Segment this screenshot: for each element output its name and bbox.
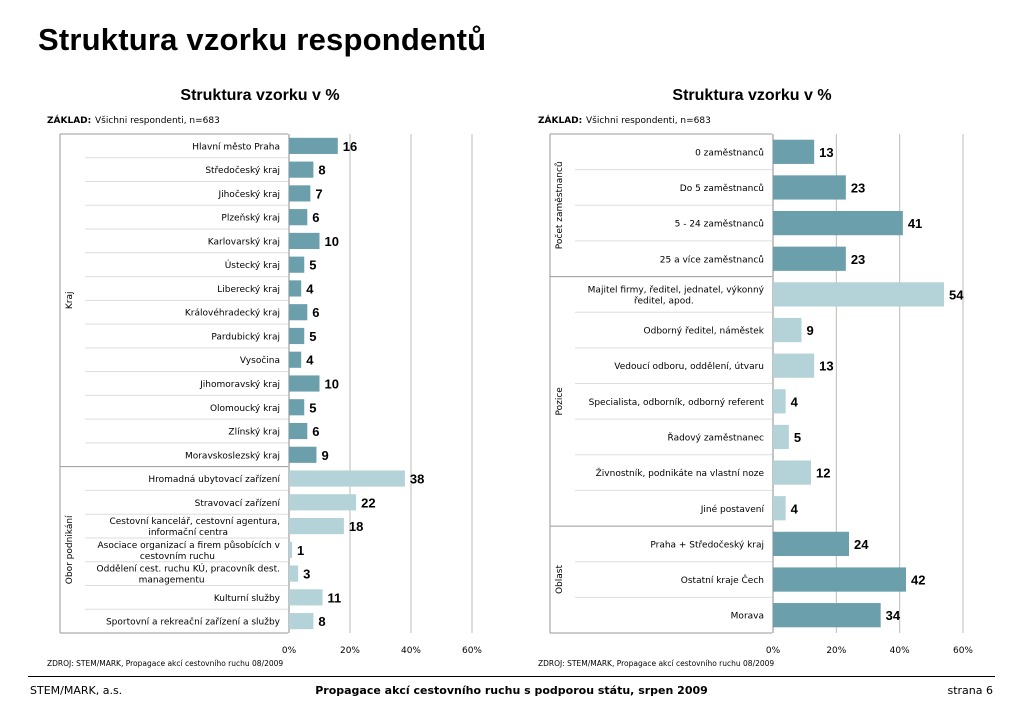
right-category-label: 25 a více zaměstnanců <box>659 255 764 266</box>
footer-caption: Propagace akcí cestovního ruchu s podporou státu, srpen 2009 <box>315 684 708 697</box>
right-group-label: Pozice <box>555 387 565 416</box>
right-category-label: Živnostník, podnikáte na vlastní noze <box>595 469 764 480</box>
left-category-label-line: Asociace organizací a firem působících v <box>97 540 280 551</box>
right-bar <box>773 603 881 627</box>
right-category-label: Ostatní kraje Čech <box>680 576 764 587</box>
right-category-label: Jiné postavení <box>700 504 764 515</box>
left-value-label: 10 <box>324 233 339 249</box>
left-value-label: 9 <box>321 447 329 463</box>
left-category-label: Ústecký kraj <box>224 261 280 272</box>
left-category-label <box>97 540 280 562</box>
left-category-label: Jihočeský kraj <box>218 189 280 200</box>
left-chart-title: Struktura vzorku v % <box>180 87 340 104</box>
left-value-label: 4 <box>306 281 314 297</box>
right-category-label: 0 zaměstnanců <box>695 148 764 159</box>
left-category-label: Olomoucký kraj <box>209 403 280 414</box>
right-bar <box>773 532 849 556</box>
left-category-label-line: cestovním ruchu <box>139 551 215 562</box>
right-value-label: 4 <box>790 394 798 410</box>
right-category-label: Do 5 zaměstnanců <box>679 183 764 194</box>
left-value-label: 38 <box>409 471 425 487</box>
left-bar <box>289 470 405 486</box>
left-category-label: Kulturní služby <box>213 593 280 604</box>
right-bar <box>773 282 944 306</box>
left-category-label: Liberecký kraj <box>217 284 280 295</box>
left-value-label: 5 <box>309 400 317 416</box>
left-value-label: 10 <box>324 376 339 392</box>
left-xtick-label: 60% <box>461 646 483 656</box>
right-base-label: ZÁKLAD: <box>538 116 583 126</box>
right-value-label: 34 <box>885 608 901 624</box>
left-category-label <box>109 517 280 538</box>
left-category-label-line: Cestovní kancelář, cestovní agentura, <box>109 517 280 528</box>
left-value-label: 5 <box>309 328 317 344</box>
left-category-label-line: Oddělení cest. ruchu KÚ, pracovník dest. <box>96 564 280 575</box>
left-category-label: Plzeňský kraj <box>221 213 280 224</box>
left-bar <box>289 399 304 415</box>
left-base-label: ZÁKLAD: <box>47 116 92 126</box>
left-value-label: 3 <box>303 566 311 582</box>
left-value-label: 6 <box>312 305 320 321</box>
right-value-label: 23 <box>850 180 866 196</box>
right-value-label: 9 <box>806 323 814 339</box>
right-value-label: 41 <box>907 216 923 232</box>
right-category-label <box>588 285 765 306</box>
left-value-label: 8 <box>318 162 326 178</box>
right-bar <box>773 318 802 342</box>
right-value-label: 54 <box>949 287 964 303</box>
left-category-label: Jihomoravský kraj <box>200 380 280 390</box>
left-bar <box>289 328 304 344</box>
right-bar <box>773 354 814 378</box>
right-category-label: Morava <box>730 611 764 622</box>
right-value-label: 4 <box>790 501 798 517</box>
left-bar <box>289 233 320 249</box>
left-bar <box>289 280 301 296</box>
left-bar <box>289 138 338 154</box>
left-category-label: Vysočina <box>239 356 280 367</box>
left-category-label: Karlovarský kraj <box>207 237 280 248</box>
left-value-label: 5 <box>309 257 317 273</box>
right-category-label: Praha + Středočeský kraj <box>650 540 764 551</box>
left-xtick-label: 40% <box>400 646 422 656</box>
left-bar <box>289 375 320 391</box>
right-base-text: Všichni respondenti, n=683 <box>586 116 711 126</box>
right-value-label: 13 <box>819 144 834 160</box>
right-group-label: Oblast <box>555 565 565 595</box>
right-category-label: Vedoucí odboru, oddělení, útvaru <box>614 362 764 373</box>
right-value-label: 13 <box>819 358 834 374</box>
left-category-label: Stravovací zařízení <box>194 498 280 509</box>
right-source-note: ZDROJ: STEM/MARK, Propagace akcí cestovního ruchu 08/2009 <box>538 659 775 668</box>
right-xtick-label: 40% <box>889 646 910 656</box>
left-value-label: 18 <box>348 519 364 535</box>
right-chart-title: Struktura vzorku v % <box>672 87 832 104</box>
right-category-label: Řadový zaměstnanec <box>667 433 764 444</box>
right-value-label: 42 <box>911 572 926 588</box>
right-bar <box>773 247 846 271</box>
right-value-label: 23 <box>850 251 866 267</box>
right-value-label: 12 <box>816 465 831 481</box>
left-source-note: ZDROJ: STEM/MARK, Propagace akcí cestovního ruchu 08/2009 <box>47 659 284 668</box>
left-bar <box>289 494 356 510</box>
left-category-label: Sportovní a rekreační zařízení a služby <box>105 617 280 628</box>
left-category-label: Hromadná ubytovací zařízení <box>148 475 280 486</box>
right-bar <box>773 175 846 199</box>
left-category-label: Hlavní město Praha <box>192 142 280 153</box>
left-value-label: 7 <box>315 186 323 202</box>
right-bar <box>773 567 906 591</box>
left-category-label <box>97 563 280 586</box>
left-value-label: 6 <box>312 210 320 226</box>
left-bar <box>289 209 307 225</box>
left-category-label-line: managementu <box>138 575 205 586</box>
left-value-label: 6 <box>312 424 320 440</box>
left-bar <box>289 423 307 439</box>
left-value-label: 22 <box>361 495 376 511</box>
left-value-label: 8 <box>318 614 326 630</box>
left-value-label: 16 <box>342 138 358 154</box>
right-bar <box>773 211 903 235</box>
left-xtick-label: 0% <box>281 646 297 656</box>
left-bar <box>289 352 301 368</box>
left-bar <box>289 613 313 629</box>
right-category-label-line: ředitel, apod. <box>633 296 694 307</box>
right-xtick-label: 20% <box>826 646 847 656</box>
left-bar <box>289 257 304 273</box>
left-category-label: Královéhradecký kraj <box>184 308 280 319</box>
left-bar <box>289 542 292 558</box>
left-base-text: Všichni respondenti, n=683 <box>95 116 220 126</box>
right-category-label: 5 - 24 zaměstnanců <box>674 219 764 230</box>
left-category-label: Pardubický kraj <box>211 332 280 343</box>
left-value-label: 11 <box>327 590 342 606</box>
left-xtick-label: 20% <box>339 646 361 656</box>
right-xtick-label: 0% <box>765 646 781 656</box>
right-xtick-label: 60% <box>952 646 974 656</box>
footer-company: STEM/MARK, a.s. <box>30 684 123 697</box>
left-category-label: Zlínský kraj <box>228 427 280 438</box>
left-category-label: Středočeský kraj <box>205 166 280 177</box>
right-value-label: 24 <box>854 536 869 552</box>
right-bar <box>773 425 789 449</box>
left-bar <box>289 185 310 201</box>
right-category-label: Odborný ředitel, náměstek <box>643 326 764 337</box>
right-bar <box>773 496 786 520</box>
right-bar <box>773 140 814 164</box>
left-category-label-line: informační centra <box>148 528 228 539</box>
left-bar <box>289 447 316 463</box>
right-bar <box>773 460 811 484</box>
left-bar <box>289 304 307 320</box>
left-group-label: Obor podnikání <box>65 515 75 585</box>
right-group-label: Počet zaměstnanců <box>555 161 565 250</box>
footer-page-number: strana 6 <box>947 684 993 697</box>
left-bar <box>289 589 323 605</box>
left-bar <box>289 162 313 178</box>
right-value-label: 5 <box>793 429 802 445</box>
left-group-label: Kraj <box>65 291 75 310</box>
left-value-label: 4 <box>306 352 314 368</box>
footer-divider <box>28 676 995 677</box>
left-bar <box>289 518 344 534</box>
right-bar <box>773 389 786 413</box>
right-category-label: Specialista, odborník, odborný referent <box>588 397 764 408</box>
left-category-label: Moravskoslezský kraj <box>184 451 280 462</box>
left-value-label: 1 <box>297 542 305 558</box>
right-category-label-line: Majitel firmy, ředitel, jednatel, výkonný <box>587 285 764 296</box>
page-title: Struktura vzorku respondentů <box>38 22 487 57</box>
left-bar <box>289 566 298 582</box>
